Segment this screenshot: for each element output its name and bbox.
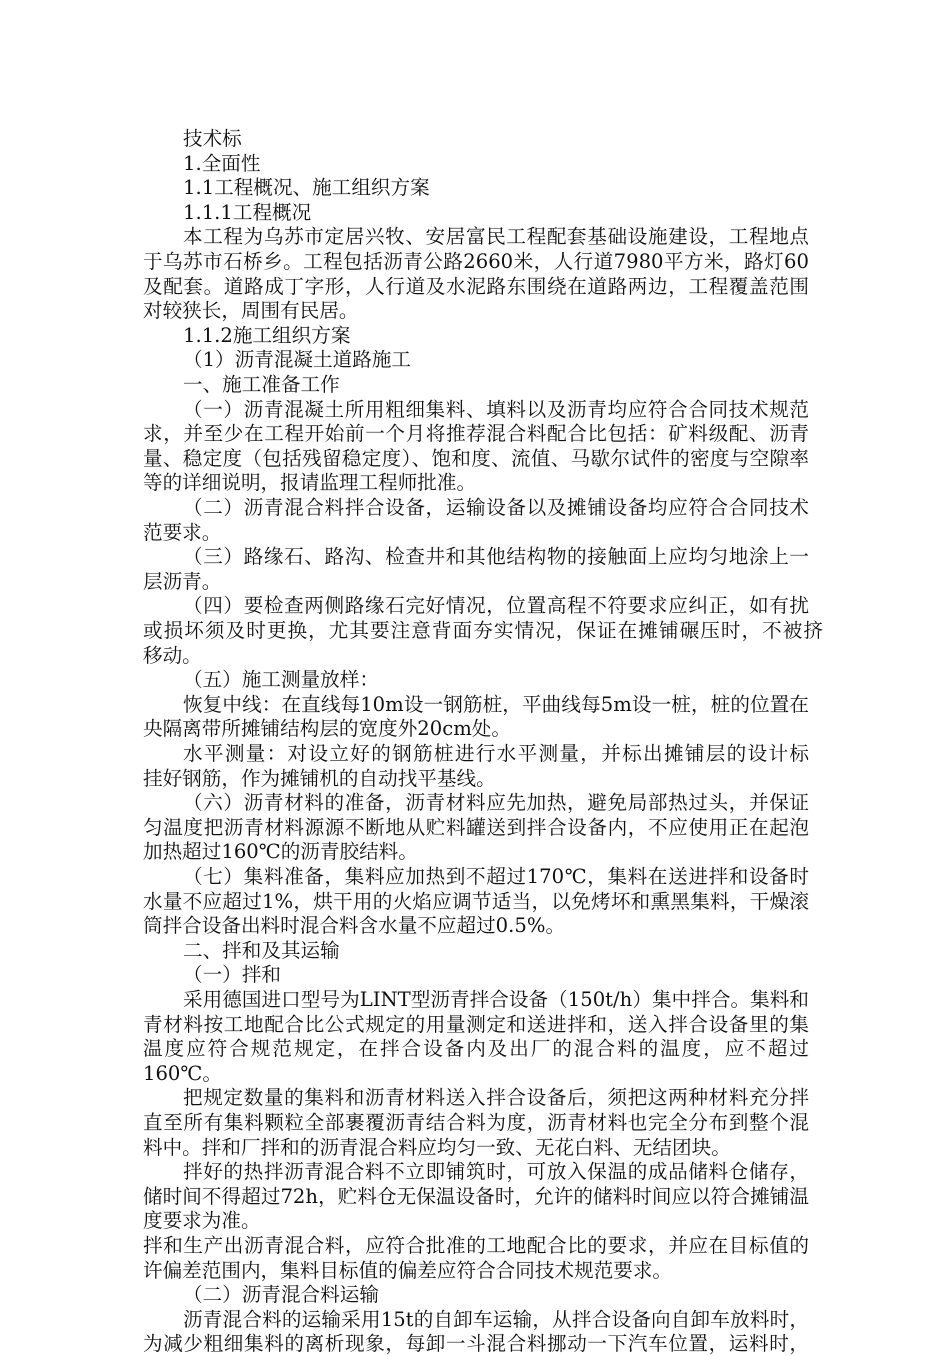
paragraph-line: 为减少粗细集料的离析现象，每卸一斗混合料挪动一下汽车位置，运料时， bbox=[143, 1332, 809, 1356]
paragraph-line: 范要求。 bbox=[143, 520, 222, 544]
paragraph-line: 拌和生产出沥青混合料，应符合批准的工地配合比的要求，并应在目标值的 bbox=[143, 1234, 809, 1257]
paragraph-line: （七）集料准备，集料应加热到不超过170℃，集料在送进拌和设备时 bbox=[183, 865, 809, 888]
paragraph-line: （二）沥青混合料拌合设备，运输设备以及摊铺设备均应符合合同技术 bbox=[183, 496, 809, 519]
paragraph-line: 储时间不得超过72h，贮料仓无保温设备时，允许的储料时间应以符合摊铺温 bbox=[143, 1184, 809, 1208]
paragraph-line: 直至所有集料颗粒全部裹覆沥青结合料为度，沥青材料也完全分布到整个混 bbox=[143, 1111, 809, 1134]
paragraph-line: 移动。 bbox=[143, 643, 202, 667]
section-heading: 1.1工程概况、施工组织方案 bbox=[183, 176, 430, 200]
paragraph-line: 央隔离带所摊铺结构层的宽度外20cm处。 bbox=[143, 717, 511, 741]
section-heading: （一）拌和 bbox=[183, 963, 281, 987]
section-heading: 1.1.1工程概况 bbox=[183, 200, 312, 224]
paragraph-line: 拌好的热拌沥青混合料不立即铺筑时，可放入保温的成品储料仓储存， bbox=[183, 1160, 809, 1184]
paragraph-line: 青材料按工地配合比公式规定的用量测定和送进拌和，送入拌合设备里的集 bbox=[143, 1012, 809, 1036]
paragraph-line: 料中。拌和厂拌和的沥青混合料应均匀一致、无花白料、无结团块。 bbox=[143, 1135, 731, 1159]
paragraph-line: 对较狭长，周围有民居。 bbox=[143, 299, 359, 323]
paragraph-line: 许偏差范围内，集料目标值的偏差应符合合同技术规范要求。 bbox=[143, 1258, 673, 1282]
paragraph-line: 水量不应超过1%，烘干用的火焰应调节适当，以免烤坏和熏黑集料，干燥滚 bbox=[143, 889, 809, 913]
paragraph-line: （六）沥青材料的准备，沥青材料应先加热，避免局部热过头，并保证 bbox=[183, 791, 809, 815]
section-heading: （二）沥青混合料运输 bbox=[183, 1283, 379, 1307]
paragraph-line: （三）路缘石、路沟、检查井和其他结构物的接触面上应均匀地涂上一 bbox=[183, 545, 809, 569]
paragraph-line: 沥青混合料的运输采用15t的自卸车运输，从拌合设备向自卸车放料时， bbox=[183, 1307, 809, 1331]
section-heading: （1）沥青混凝土道路施工 bbox=[183, 348, 411, 372]
paragraph-line: 匀温度把沥青材料源源不断地从贮料罐送到拌合设备内，不应使用正在起泡 bbox=[143, 815, 809, 839]
paragraph-line: 度要求为准。 bbox=[143, 1209, 261, 1233]
paragraph-line: （五）施工测量放样： bbox=[183, 668, 379, 692]
paragraph-line: 恢复中线：在直线每10m设一钢筋桩，平曲线每5m设一桩，桩的位置在 bbox=[183, 692, 809, 716]
paragraph-line: 加热超过160℃的沥青胶结料。 bbox=[143, 840, 418, 864]
paragraph-line: 及配套。道路成丁字形，人行道及水泥路东围绕在道路两边，工程覆盖范围 bbox=[143, 274, 809, 298]
paragraph-line: （四）要检查两侧路缘石完好情况，位置高程不符要求应纠正，如有扰 bbox=[183, 594, 809, 618]
paragraph-line: 把规定数量的集料和沥青材料送入拌合设备后，须把这两种材料充分拌 bbox=[183, 1086, 809, 1110]
paragraph-line: 或损坏须及时更换，尤其要注意背面夯实情况，保证在摊铺碾压时，不被挤 bbox=[143, 619, 823, 642]
section-heading: 1.1.2施工组织方案 bbox=[183, 323, 351, 347]
doc-title: 技术标 bbox=[183, 127, 242, 150]
paragraph-line: 筒拌合设备出料时混合料含水量不应超过0.5%。 bbox=[143, 914, 566, 938]
paragraph-line: 挂好钢筋，作为摊铺机的自动找平基线。 bbox=[143, 766, 496, 790]
section-heading: 二、拌和及其运输 bbox=[183, 938, 340, 962]
paragraph-line: 于乌苏市石桥乡。工程包括沥青公路2660米，人行道7980平方米，路灯60 bbox=[143, 250, 809, 273]
paragraph-line: 160℃。 bbox=[143, 1061, 222, 1085]
paragraph-line: 本工程为乌苏市定居兴牧、安居富民工程配套基础设施建设，工程地点 bbox=[183, 225, 809, 249]
paragraph-line: 温度应符合规范规定，在拌合设备内及出厂的混合料的温度，应不超过 bbox=[143, 1037, 809, 1061]
paragraph-line: 等的详细说明，报请监理工程师批准。 bbox=[143, 471, 477, 495]
section-heading: 一、施工准备工作 bbox=[183, 373, 340, 396]
section-heading: 1.全面性 bbox=[183, 151, 261, 175]
paragraph-line: 水平测量：对设立好的钢筋桩进行水平测量，并标出摊铺层的设计标 bbox=[183, 742, 809, 765]
paragraph-line: 层沥青。 bbox=[143, 569, 222, 593]
paragraph-line: 求，并至少在工程开始前一个月将推荐混合料配合比包括：矿料级配、沥青 bbox=[143, 422, 809, 446]
paragraph-line: （一）沥青混凝土所用粗细集料、填料以及沥青均应符合合同技术规范 bbox=[183, 397, 809, 421]
paragraph-line: 采用德国进口型号为LINT型沥青拌合设备（150t/h）集中拌合。集料和 bbox=[183, 988, 809, 1011]
paragraph-line: 量、稳定度（包括残留稳定度）、饱和度、流值、马歇尔试件的密度与空隙率 bbox=[143, 446, 809, 470]
